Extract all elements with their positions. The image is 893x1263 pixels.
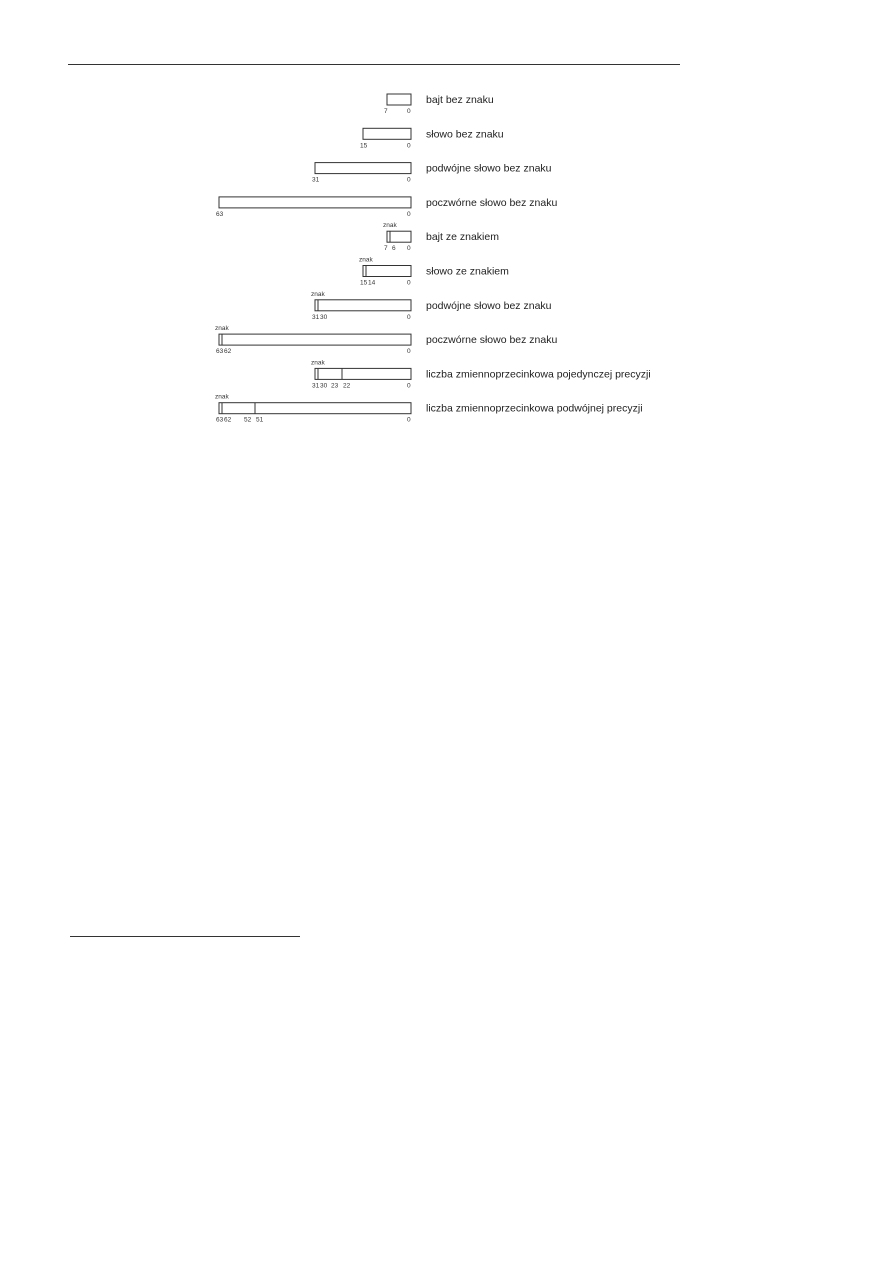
bit-index-label: 31 [312,176,320,184]
register-box [219,403,411,414]
data-type-label: liczba zmiennoprzecinkowa podwójnej precyzji [426,402,643,415]
register-box [315,163,411,174]
register-box [315,300,411,311]
bit-index-label: 51 [256,416,264,424]
bit-index-label: 63 [216,348,224,356]
bit-index-label: 52 [244,416,252,424]
bit-index-label: 7 [384,108,388,115]
bit-index-label: 30 [320,313,328,321]
data-type-label: podwójne słowo bez znaku [426,299,552,312]
diagram-canvas [0,0,893,460]
bit-index-label: 0 [407,279,411,287]
bit-index-label: 0 [407,382,411,390]
bit-index-label: 0 [407,176,411,184]
register-box [387,231,411,242]
bit-index-label: 15 [360,279,368,287]
sign-label: znak [215,325,229,333]
bit-index-label: 63 [216,416,224,424]
bit-index-label: 31 [312,313,320,321]
bit-index-label: 62 [224,348,232,356]
data-type-label: bajt ze znakiem [426,231,499,244]
bit-index-label: 0 [407,108,411,115]
register-box [219,197,411,208]
bit-index-label: 6 [392,245,396,253]
bit-index-label: 0 [407,348,411,356]
data-types-diagram [0,0,893,460]
data-type-label: bajt bez znaku [426,94,494,106]
bit-index-label: 0 [407,142,411,150]
bit-index-label: 0 [407,416,411,424]
bit-index-label: 0 [407,210,411,218]
bit-index-label: 23 [331,382,339,390]
sign-label: znak [383,222,397,230]
data-type-label: poczwórne słowo bez znaku [426,334,558,347]
sign-label: znak [311,290,325,298]
register-box [315,368,411,379]
bit-index-label: 30 [320,382,328,390]
bit-index-label: 14 [368,279,376,287]
register-box [387,94,411,105]
bit-index-label: 0 [407,313,411,321]
bit-index-label: 0 [407,245,411,253]
bit-index-label: 22 [343,382,351,390]
sign-label: znak [215,393,229,401]
bit-index-label: 62 [224,416,232,424]
bit-index-label: 7 [384,245,388,253]
register-box [363,128,411,139]
data-type-label: słowo ze znakiem [426,265,509,278]
bit-index-label: 63 [216,210,224,218]
bit-index-label: 31 [312,382,320,390]
data-type-label: poczwórne słowo bez znaku [426,196,558,209]
sign-label: znak [311,359,325,367]
data-type-label: podwójne słowo bez znaku [426,162,552,175]
bit-index-label: 15 [360,142,368,150]
register-box [219,334,411,345]
register-box [363,266,411,277]
data-type-label: słowo bez znaku [426,128,504,141]
footnote-rule [70,936,300,937]
sign-label: znak [359,256,373,264]
data-type-label: liczba zmiennoprzecinkowa pojedynczej precyzji [426,368,651,381]
